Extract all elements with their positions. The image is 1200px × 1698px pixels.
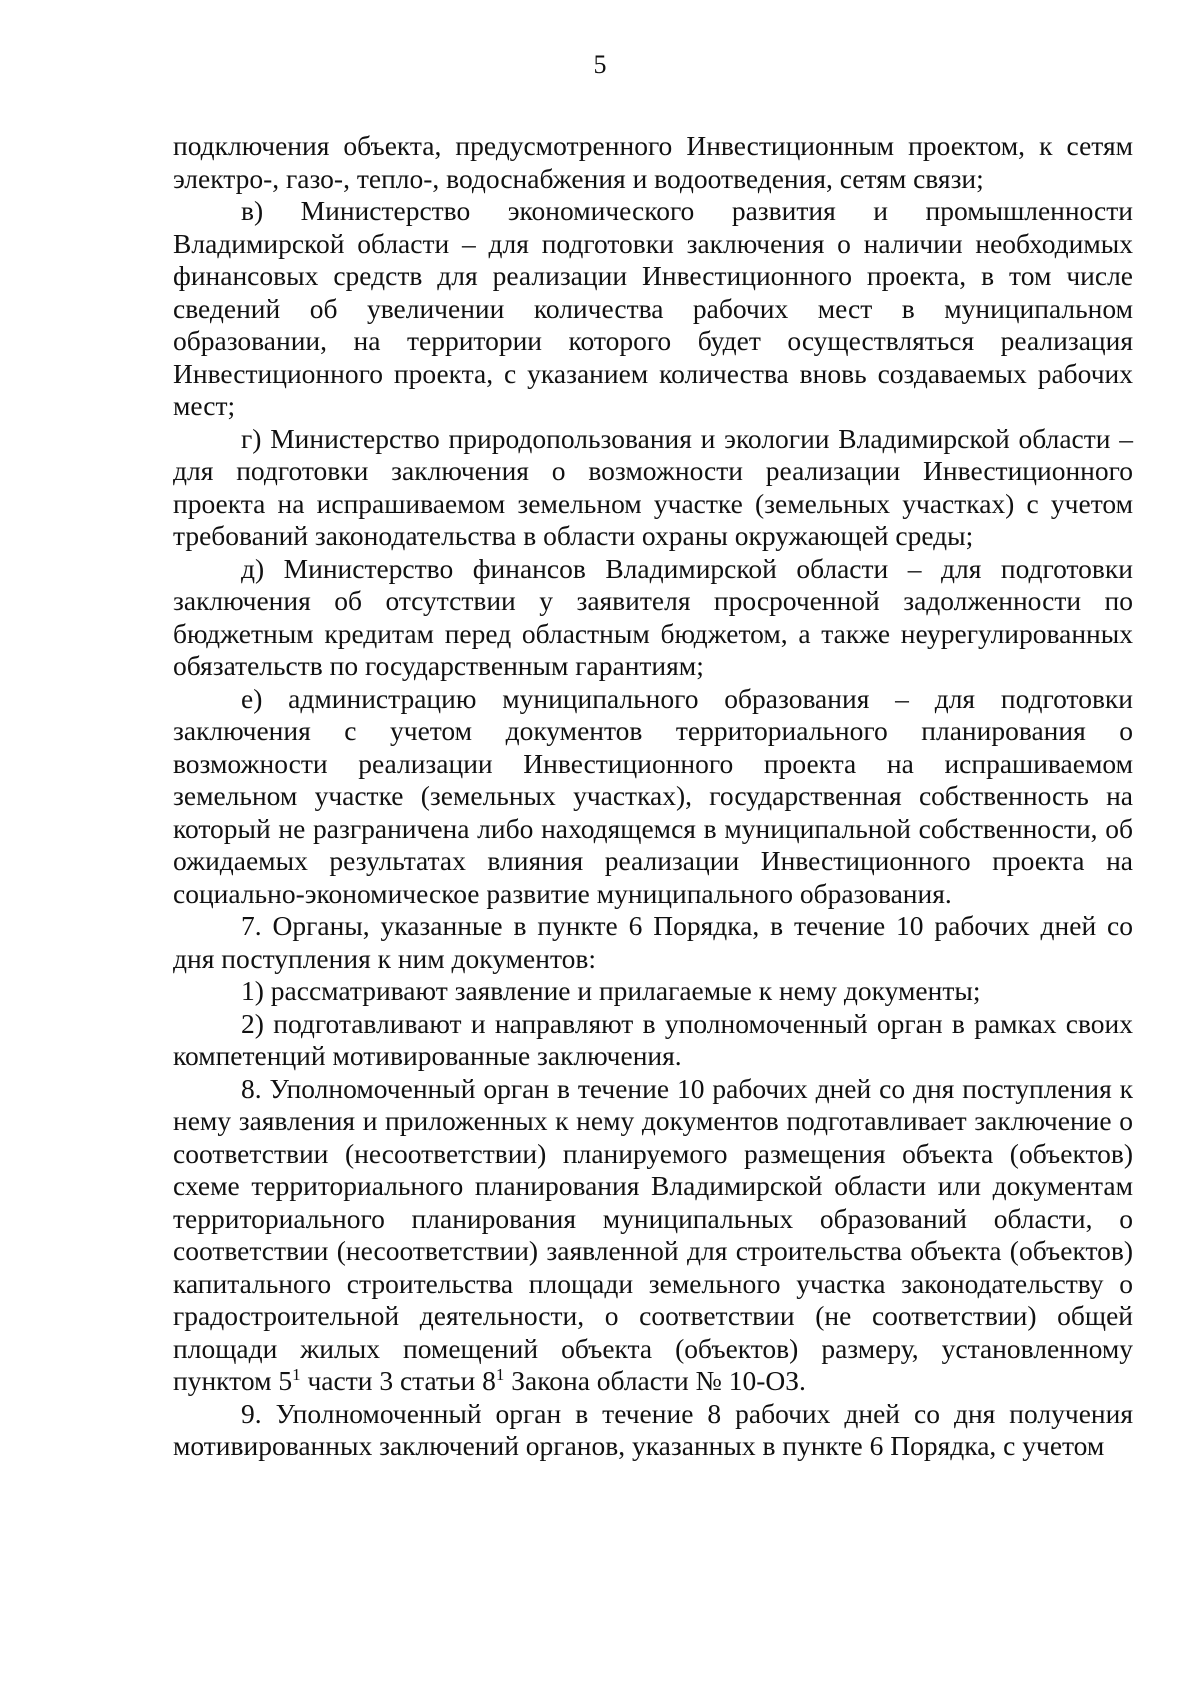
page-number: 5 bbox=[593, 50, 607, 79]
paragraph-clause-9: 9. Уполномоченный орган в течение 8 рабочих дней со дня получения мотивированных заключений органов, указанных в пункте 6 Порядка, с учетом bbox=[173, 1397, 1133, 1461]
paragraph-clause-8 bbox=[173, 1073, 1133, 1398]
clause-8-text-middle: части 3 статьи 8 bbox=[300, 1365, 496, 1396]
paragraph-continuation: подключения объекта, предусмотренного Инвестиционным проектом, к сетям электро-, газо-, тепло-, водоснабжения и водоотведения, сетям связи; bbox=[173, 130, 1133, 194]
superscript-1: 1 bbox=[292, 1364, 301, 1384]
paragraph-clause-7-2: 2) подготавливают и направляют в уполномоченный орган в рамках своих компетенций мотивированные заключения. bbox=[173, 1007, 1133, 1071]
paragraph-clause-7: 7. Органы, указанные в пункте 6 Порядка, в течение 10 рабочих дней со дня поступления к ним документов: bbox=[173, 910, 1133, 974]
paragraph-item-d: д) Министерство финансов Владимирской области – для подготовки заключения об отсутствии у заявителя просроченной задолженности по бюджетным кредитам перед областным бюджетом, а также неурегулированных обязательств по государственным гарантиям; bbox=[173, 552, 1133, 681]
paragraph-item-g: г) Министерство природопользования и экологии Владимирской области – для подготовки заключения о возможности реализации Инвестиционного проекта на испрашиваемом земельном участке (земельных участках) с учетом требований законодательства в области охраны окружающей среды; bbox=[173, 422, 1133, 551]
clause-8-text-after: Закона области № 10-ОЗ. bbox=[504, 1365, 806, 1396]
paragraph-item-v: в) Министерство экономического развития и промышленности Владимирской области – для подготовки заключения о наличии необходимых финансовых средств для реализации Инвестиционного проекта, в том числе сведений об увеличении количества рабочих мест в муниципальном образовании, на территории которого будет осуществляться реализация Инвестиционного проекта, с указанием количества вновь создаваемых рабочих мест; bbox=[173, 195, 1133, 421]
superscript-2: 1 bbox=[495, 1364, 505, 1384]
clause-8-text-before: 8. Уполномоченный орган в течение 10 рабочих дней со дня поступления к нему заявления и приложенных к нему документов подготавливает заключение о соответствии (несоответствии) планируемого размещения объекта (объектов) схеме территориального планирования Владимирской области или документам территориального планирования муниципальных образований области, о соответствии (несоответствии) заявленной для строительства объекта (объектов) капитального строительства площади земельного участка законодательству о градостроительной деятельности, о соответствии (не соответствии) общей площади жилых помещений объекта (объектов) размеру, установленному пунктом 5 bbox=[173, 1072, 1133, 1396]
document-body bbox=[173, 130, 1133, 1463]
paragraph-item-e: е) администрацию муниципального образования – для подготовки заключения с учетом документов территориального планирования о возможности реализации Инвестиционного проекта на испрашиваемом земельном участке (земельных участках), государственная собственность на который не разграничена либо находящемся в муниципальной собственности, об ожидаемых результатах влияния реализации Инвестиционного проекта на социально-экономическое развитие муниципального образования. bbox=[173, 682, 1133, 909]
paragraph-clause-7-1: 1) рассматривают заявление и прилагаемые к нему документы; bbox=[241, 975, 981, 1006]
